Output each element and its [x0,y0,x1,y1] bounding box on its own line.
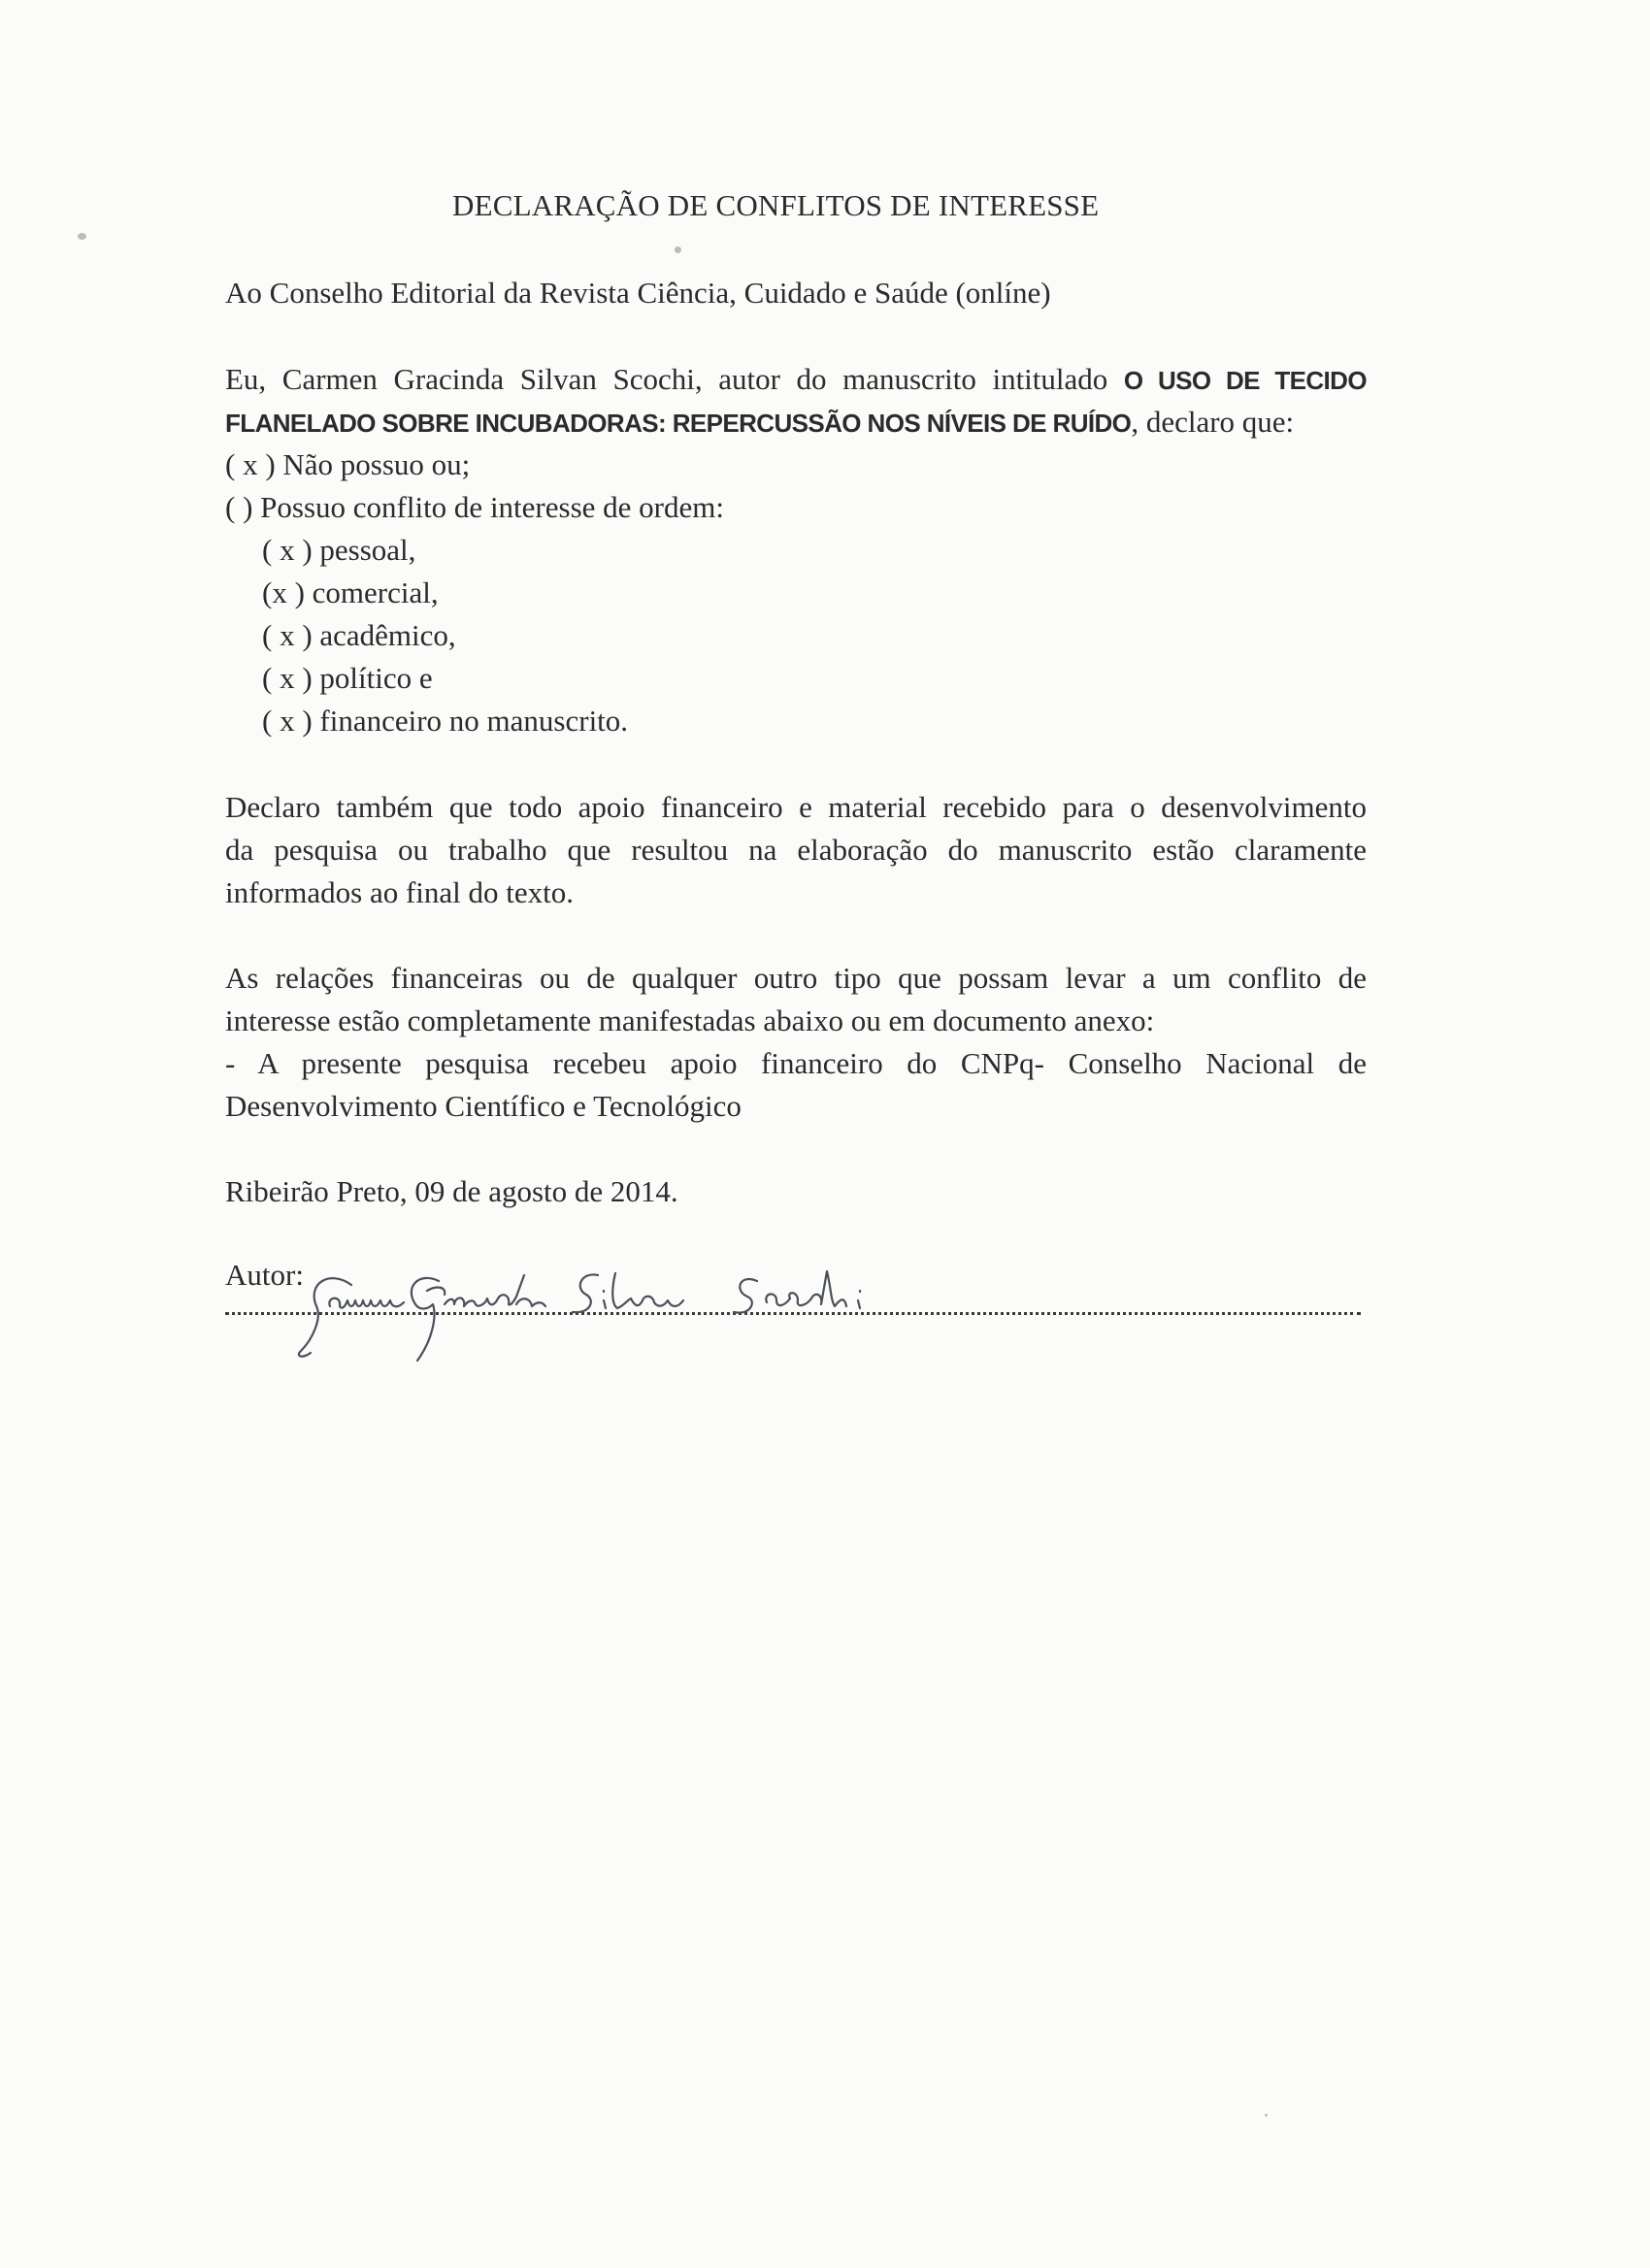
suboption-commercial: (x ) comercial, [262,575,439,609]
support-line-3: informados ao final do texto. [225,875,574,909]
paper-speck [78,233,86,240]
relations-line-3: - A presente pesquisa recebeu apoio financeiro do CNPq- Conselho Nacional de [225,1046,1367,1080]
signature-stroke [445,1275,545,1306]
document-title: DECLARAÇÃO DE CONFLITOS DE INTERESSE [452,188,1100,222]
paper-speck [675,247,681,253]
suboption-financial: ( x ) financeiro no manuscrito. [262,704,629,738]
support-line-2: da pesquisa ou trabalho que resultou na elaboração do manuscrito estão claramente [225,833,1367,867]
support-line-1: Declaro também que todo apoio financeiro e material recebido para o desenvolvimento [225,790,1367,824]
suboption-political: ( x ) político e [262,661,433,695]
suboption-personal: ( x ) pessoal, [262,533,416,567]
place-date: Ribeirão Preto, 09 de agosto de 2014. [225,1174,678,1208]
handwritten-signature [291,1262,1029,1368]
option-has-conflict: ( ) Possuo conflito de interesse de ordem: [225,490,724,524]
addressee: Ao Conselho Editorial da Revista Ciência, Cuidado e Saúde (onlíne) [225,276,1051,310]
relations-line-1: As relações financeiras ou de qualquer outro tipo que possam levar a um conflito de [225,961,1367,995]
manuscript-title-part-2: FLANELADO SOBRE INCUBADORAS: REPERCUSSÃO NOS NÍVEIS DE RUÍDO [225,409,1132,438]
declaration-intro: Eu, Carmen Gracinda Silvan Scochi, autor do manuscrito intitulado [225,362,1108,396]
option-no-conflict: ( x ) Não possuo ou; [225,447,471,481]
signature-stroke [299,1278,351,1356]
signature-stroke [734,1271,860,1313]
signature-stroke [573,1273,683,1312]
signature-stroke [412,1278,445,1361]
manuscript-title-part-1: O USO DE TECIDO [1123,366,1367,395]
paper-speck [1265,2114,1268,2117]
declaration-suffix: , declaro que: [1131,405,1295,439]
signature-stroke [329,1298,404,1308]
declaration-line-2 [225,401,1294,444]
relations-line-4: Desenvolvimento Científico e Tecnológico [225,1089,742,1123]
declaration-line-1 [225,358,1367,402]
suboption-academic: ( x ) acadêmico, [262,618,456,652]
author-label: Autor: [225,1258,304,1292]
relations-line-2: interesse estão completamente manifestadas abaixo ou em documento anexo: [225,1003,1155,1037]
